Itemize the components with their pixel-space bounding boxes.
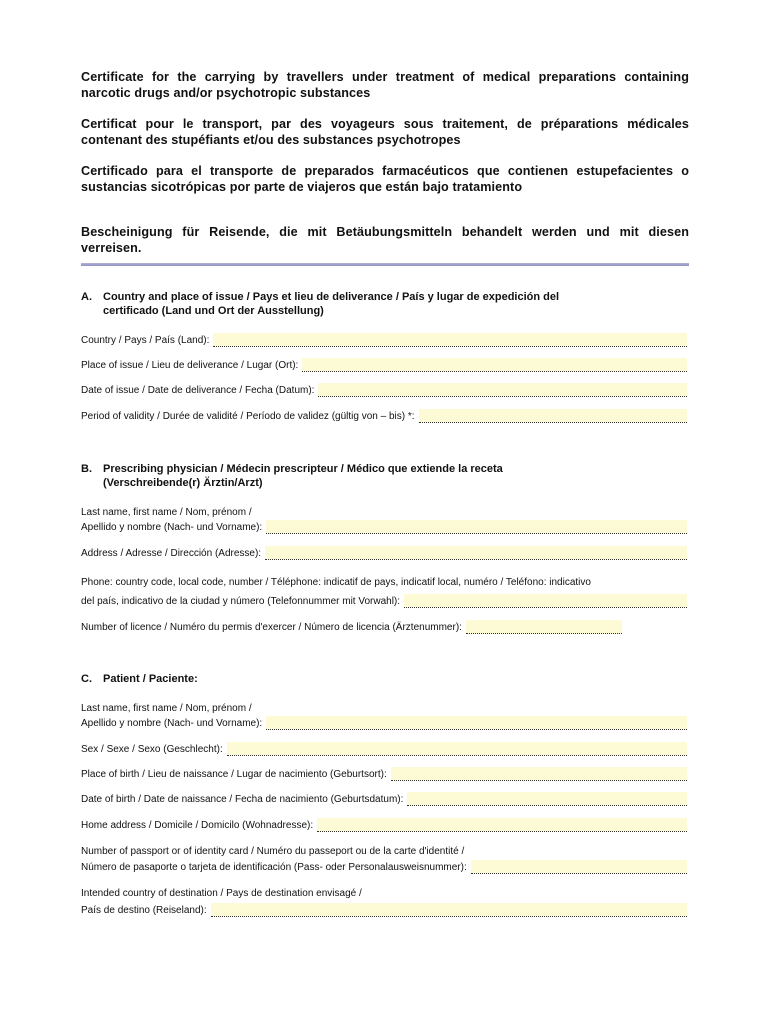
- patient-name-field[interactable]: [266, 716, 687, 730]
- destination-field[interactable]: [211, 903, 687, 917]
- birthplace-field[interactable]: [391, 767, 687, 781]
- section-b-heading: [81, 462, 689, 490]
- destination-row: [81, 903, 687, 917]
- home-address-row: [81, 818, 687, 832]
- section-b-letter: B.: [81, 463, 92, 475]
- place-of-issue-label: Place of issue / Lieu de deliverance / Lugar (Ort):: [81, 360, 299, 371]
- physician-address-field[interactable]: [265, 546, 687, 560]
- licence-row: [81, 620, 687, 634]
- date-of-issue-label: Date of issue / Date de deliverance / Fecha (Datum):: [81, 385, 315, 396]
- title-french: Certificat pour le transport, par des voyageurs sous traitement, de préparations médicales contenant des stupéfiants et/ou des substances psychotropes: [81, 117, 689, 147]
- licence-label: Number of licence / Numéro du permis d'exercer / Número de licencia (Ärztenummer):: [81, 622, 462, 633]
- sex-row: [81, 742, 687, 756]
- title-german: Bescheinigung für Reisende, die mit Betäubungsmitteln behandelt werden und mit diesen verreisen.: [81, 225, 689, 255]
- licence-field[interactable]: [466, 620, 622, 634]
- phone-label-line1: Phone: country code, local code, number / Téléphone: indicatif de pays, indicatif local, numéro / Teléfono: indicativo: [81, 577, 591, 588]
- sex-field[interactable]: [227, 742, 687, 756]
- patient-name-row: [81, 716, 687, 730]
- section-c-heading: [81, 672, 689, 686]
- country-field[interactable]: [213, 333, 687, 347]
- phone-label: del país, indicativo de la ciudad y número (Telefonnummer mit Vorwahl):: [81, 596, 401, 607]
- title-spanish: Certificado para el transporte de preparados farmacéuticos que contienen estupefacientes o sustancias sicotrópicas por parte de viajeros que están bajo tratamiento: [81, 164, 689, 194]
- patient-name-label-line1: Last name, first name / Nom, prénom /: [81, 703, 252, 714]
- home-address-label: Home address / Domicile / Domicilo (Wohnadresse):: [81, 820, 314, 831]
- section-c-letter: C.: [81, 673, 92, 685]
- passport-field[interactable]: [471, 860, 687, 874]
- validity-field[interactable]: [419, 409, 687, 423]
- section-b-heading-line1: Prescribing physician / Médecin prescripteur / Médico que extiende la receta: [103, 463, 503, 475]
- physician-phone-row: [81, 594, 687, 608]
- date-of-issue-field[interactable]: [318, 383, 687, 397]
- passport-label-line1: Number of passport or of identity card / Numéro du passeport ou de la carte d'identité /: [81, 846, 465, 857]
- validity-label: Period of validity / Durée de validité / Período de validez (gültig von – bis) *:: [81, 411, 415, 422]
- place-of-issue-field[interactable]: [302, 358, 687, 372]
- birthdate-row: [81, 792, 687, 806]
- birthdate-field[interactable]: [407, 792, 687, 806]
- destination-label: País de destino (Reiseland):: [81, 905, 207, 916]
- physician-name-field[interactable]: [266, 520, 687, 534]
- section-a-heading-line2: certificado (Land und Ort der Ausstellung): [103, 305, 324, 317]
- section-a-heading-line1: Country and place of issue / Pays et lieu de deliverance / País y lugar de expedición del: [103, 291, 560, 303]
- passport-label: Número de pasaporte o tarjeta de identificación (Pass- oder Personalausweisnummer):: [81, 862, 467, 873]
- birthplace-label: Place of birth / Lieu de naissance / Lugar de nacimiento (Geburtsort):: [81, 769, 387, 780]
- physician-name-label-line1: Last name, first name / Nom, prénom /: [81, 507, 252, 518]
- section-b-heading-line2: (Verschreibende(r) Ärztin/Arzt): [103, 477, 263, 489]
- patient-name-label: Apellido y nombre (Nach- und Vorname):: [81, 718, 263, 729]
- sex-label: Sex / Sexe / Sexo (Geschlecht):: [81, 744, 223, 755]
- section-a-heading: [81, 290, 689, 318]
- birthplace-row: [81, 767, 687, 781]
- place-of-issue-row: [81, 358, 687, 372]
- section-a-letter: A.: [81, 291, 92, 303]
- country-label: Country / Pays / País (Land):: [81, 335, 210, 346]
- birthdate-label: Date of birth / Date de naissance / Fecha de nacimiento (Geburtsdatum):: [81, 794, 404, 805]
- physician-name-label: Apellido y nombre (Nach- und Vorname):: [81, 522, 263, 533]
- date-of-issue-row: [81, 383, 687, 397]
- country-row: [81, 333, 687, 347]
- physician-address-label: Address / Adresse / Dirección (Adresse):: [81, 548, 262, 559]
- physician-phone-field[interactable]: [404, 594, 687, 608]
- section-c-heading-line1: Patient / Paciente:: [103, 673, 198, 685]
- home-address-field[interactable]: [317, 818, 687, 832]
- destination-label-line1: Intended country of destination / Pays de destination envisagé /: [81, 888, 362, 899]
- title-english: Certificate for the carrying by travellers under treatment of medical preparations containing narcotic drugs and/or psychotropic substances: [81, 70, 689, 100]
- title-divider: [81, 263, 689, 266]
- physician-address-row: [81, 546, 687, 560]
- passport-row: [81, 860, 687, 874]
- validity-row: [81, 409, 687, 423]
- physician-name-row: [81, 520, 687, 534]
